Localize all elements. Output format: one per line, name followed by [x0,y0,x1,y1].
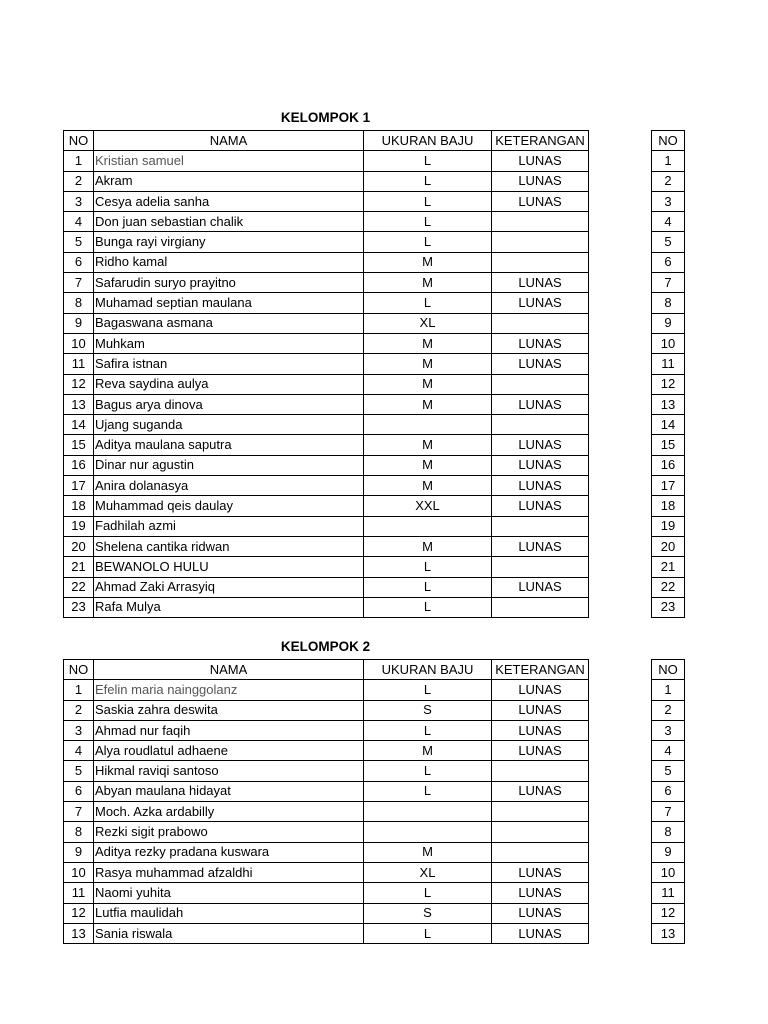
cell-no: 7 [64,273,94,293]
table-row [64,822,589,842]
cell-no: 23 [64,597,94,617]
cell-ukuran: M [364,354,492,374]
table-row [652,577,685,597]
cell-keterangan: LUNAS [492,680,589,700]
cell-no: 18 [652,496,685,516]
table-row [652,435,685,455]
cell-no: 13 [64,923,94,943]
cell-no: 9 [64,313,94,333]
table-row [64,862,589,882]
cell-ukuran: M [364,273,492,293]
cell-no: 4 [652,212,685,232]
table-row [64,842,589,862]
cell-no: 8 [652,293,685,313]
cell-ukuran [364,516,492,536]
cell-nama: Saskia zahra deswita [94,700,364,720]
cell-keterangan: LUNAS [492,435,589,455]
cell-keterangan: LUNAS [492,394,589,414]
cell-no: 2 [64,171,94,191]
group-title: KELOMPOK 1 [280,110,371,125]
cell-ukuran: M [364,394,492,414]
cell-keterangan: LUNAS [492,923,589,943]
cell-nama: Lutfia maulidah [94,903,364,923]
cell-ukuran [364,802,492,822]
cell-ukuran: L [364,232,492,252]
cell-nama: Moch. Azka ardabilly [94,802,364,822]
table-row [64,171,589,191]
cell-keterangan: LUNAS [492,536,589,556]
cell-keterangan: LUNAS [492,862,589,882]
cell-nama: BEWANOLO HULU [94,557,364,577]
table-row [652,923,685,943]
cell-keterangan: LUNAS [492,476,589,496]
cell-no: 4 [64,212,94,232]
cell-no: 12 [64,903,94,923]
cell-no: 12 [652,903,685,923]
cell-no: 8 [652,822,685,842]
cell-no: 21 [64,557,94,577]
cell-no: 3 [64,191,94,211]
cell-ukuran: M [364,476,492,496]
cell-no: 10 [64,862,94,882]
cell-nama: Muhkam [94,333,364,353]
cell-no: 11 [652,354,685,374]
table-row [64,212,589,232]
cell-nama: Reva saydina aulya [94,374,364,394]
table-row [652,293,685,313]
table-row [64,232,589,252]
cell-no: 9 [652,842,685,862]
cell-no: 4 [652,741,685,761]
side-number-table [651,130,685,618]
table-row [652,212,685,232]
cell-no: 2 [64,700,94,720]
cell-ukuran: L [364,761,492,781]
table-row [64,597,589,617]
table-row [64,333,589,353]
cell-no: 5 [64,232,94,252]
table-row [64,354,589,374]
table-row [64,700,589,720]
table-row [652,496,685,516]
cell-ukuran: M [364,435,492,455]
cell-ukuran: L [364,171,492,191]
cell-nama: Shelena cantika ridwan [94,536,364,556]
table-row [652,354,685,374]
cell-no: 2 [652,700,685,720]
column-header-no: NO [64,660,94,680]
cell-no: 14 [652,415,685,435]
cell-no: 6 [64,252,94,272]
cell-no: 23 [652,597,685,617]
cell-no: 8 [64,293,94,313]
cell-keterangan [492,516,589,536]
table-row [64,883,589,903]
cell-nama: Muhammad qeis daulay [94,496,364,516]
group-title: KELOMPOK 2 [280,639,371,654]
cell-ukuran: L [364,151,492,171]
cell-no: 10 [64,333,94,353]
cell-no: 7 [64,802,94,822]
header-row [652,660,685,680]
table-row [652,557,685,577]
cell-keterangan [492,313,589,333]
cell-no: 9 [64,842,94,862]
cell-ukuran: M [364,842,492,862]
table-row [652,374,685,394]
cell-ukuran: L [364,557,492,577]
cell-keterangan: LUNAS [492,191,589,211]
cell-keterangan [492,415,589,435]
cell-ukuran: M [364,333,492,353]
table-row [64,394,589,414]
cell-ukuran: L [364,781,492,801]
table-row [652,597,685,617]
cell-no: 14 [64,415,94,435]
cell-nama: Efelin maria nainggolanz [94,680,364,700]
cell-ukuran: L [364,720,492,740]
cell-nama: Cesya adelia sanha [94,191,364,211]
cell-no: 6 [652,781,685,801]
cell-keterangan: LUNAS [492,171,589,191]
column-header-nama: NAMA [94,660,364,680]
table-row [652,883,685,903]
cell-keterangan [492,252,589,272]
table-row [652,333,685,353]
cell-no: 22 [64,577,94,597]
cell-keterangan: LUNAS [492,151,589,171]
cell-no: 16 [64,455,94,475]
cell-keterangan: LUNAS [492,273,589,293]
cell-keterangan: LUNAS [492,293,589,313]
table-row [652,476,685,496]
cell-nama: Alya roudlatul adhaene [94,741,364,761]
cell-keterangan: LUNAS [492,354,589,374]
cell-keterangan [492,802,589,822]
cell-nama: Fadhilah azmi [94,516,364,536]
table-row [64,313,589,333]
cell-no: 8 [64,822,94,842]
cell-no: 16 [652,455,685,475]
cell-no: 20 [652,536,685,556]
table-row [64,577,589,597]
cell-no: 15 [652,435,685,455]
cell-nama: Dinar nur agustin [94,455,364,475]
cell-nama: Don juan sebastian chalik [94,212,364,232]
cell-keterangan: LUNAS [492,496,589,516]
cell-nama: Aditya rezky pradana kuswara [94,842,364,862]
cell-no: 2 [652,171,685,191]
table-row [64,374,589,394]
cell-ukuran: S [364,700,492,720]
side-number-table [651,659,685,944]
cell-no: 17 [64,476,94,496]
cell-no: 19 [64,516,94,536]
cell-ukuran: XXL [364,496,492,516]
cell-nama: Safarudin suryo prayitno [94,273,364,293]
cell-nama: Kristian samuel [94,151,364,171]
cell-ukuran: M [364,741,492,761]
table-row [64,741,589,761]
table-row [64,557,589,577]
table-row [64,476,589,496]
cell-no: 20 [64,536,94,556]
cell-keterangan: LUNAS [492,781,589,801]
cell-nama: Ahmad Zaki Arrasyiq [94,577,364,597]
cell-nama: Rasya muhammad afzaldhi [94,862,364,882]
cell-keterangan [492,597,589,617]
cell-no: 13 [652,394,685,414]
column-header-keterangan: KETERANGAN [492,131,589,151]
cell-nama: Muhamad septian maulana [94,293,364,313]
cell-nama: Rafa Mulya [94,597,364,617]
cell-keterangan [492,842,589,862]
cell-no: 1 [64,151,94,171]
cell-ukuran: L [364,597,492,617]
cell-no: 7 [652,273,685,293]
table-row [652,232,685,252]
table-row [652,415,685,435]
table-row [64,923,589,943]
header-row [64,660,589,680]
table-row [652,680,685,700]
table-row [652,273,685,293]
table-row [64,455,589,475]
cell-no: 4 [64,741,94,761]
table-row [652,781,685,801]
cell-nama: Naomi yuhita [94,883,364,903]
column-header-nama: NAMA [94,131,364,151]
column-header-keterangan: KETERANGAN [492,660,589,680]
cell-nama: Abyan maulana hidayat [94,781,364,801]
table-row [652,741,685,761]
table-row [652,536,685,556]
cell-nama: Ridho kamal [94,252,364,272]
cell-keterangan: LUNAS [492,455,589,475]
cell-no: 3 [652,191,685,211]
table-row [652,252,685,272]
cell-no: 17 [652,476,685,496]
cell-no: 11 [652,883,685,903]
member-table [63,130,589,618]
cell-ukuran: L [364,293,492,313]
cell-keterangan [492,557,589,577]
table-row [652,394,685,414]
cell-keterangan [492,761,589,781]
cell-nama: Ahmad nur faqih [94,720,364,740]
cell-ukuran [364,415,492,435]
table-row [652,842,685,862]
cell-nama: Bagus arya dinova [94,394,364,414]
cell-nama: Akram [94,171,364,191]
cell-nama: Rezki sigit prabowo [94,822,364,842]
table-row [64,680,589,700]
cell-no: 22 [652,577,685,597]
table-row [652,822,685,842]
cell-keterangan: LUNAS [492,577,589,597]
cell-ukuran: S [364,903,492,923]
table-row [64,781,589,801]
table-row [652,151,685,171]
cell-nama: Safira istnan [94,354,364,374]
cell-no: 10 [652,333,685,353]
cell-no: 1 [64,680,94,700]
table-row [652,862,685,882]
cell-nama: Ujang suganda [94,415,364,435]
cell-nama: Aditya maulana saputra [94,435,364,455]
cell-no: 13 [64,394,94,414]
cell-no: 5 [652,761,685,781]
cell-keterangan [492,374,589,394]
column-header-no: NO [652,131,685,151]
column-header-ukuran: UKURAN BAJU [364,660,492,680]
cell-ukuran: M [364,374,492,394]
column-header-ukuran: UKURAN BAJU [364,131,492,151]
table-row [64,293,589,313]
cell-ukuran: XL [364,313,492,333]
table-row [652,455,685,475]
cell-no: 11 [64,883,94,903]
table-row [64,191,589,211]
cell-ukuran: XL [364,862,492,882]
cell-keterangan [492,232,589,252]
cell-no: 15 [64,435,94,455]
table-row [64,802,589,822]
cell-keterangan [492,822,589,842]
cell-no: 5 [652,232,685,252]
table-row [652,700,685,720]
cell-no: 10 [652,862,685,882]
table-row [652,313,685,333]
cell-no: 18 [64,496,94,516]
cell-keterangan: LUNAS [492,700,589,720]
cell-no: 19 [652,516,685,536]
cell-no: 3 [652,720,685,740]
cell-no: 11 [64,354,94,374]
cell-no: 6 [652,252,685,272]
cell-no: 5 [64,761,94,781]
cell-ukuran: L [364,191,492,211]
cell-ukuran: M [364,455,492,475]
table-row [652,903,685,923]
cell-no: 3 [64,720,94,740]
table-row [64,536,589,556]
table-row [64,415,589,435]
cell-ukuran: L [364,883,492,903]
cell-keterangan: LUNAS [492,333,589,353]
column-header-no: NO [64,131,94,151]
cell-nama: Sania riswala [94,923,364,943]
table-row [64,151,589,171]
cell-ukuran: M [364,536,492,556]
table-row [652,171,685,191]
cell-no: 1 [652,680,685,700]
cell-no: 6 [64,781,94,801]
cell-ukuran: L [364,923,492,943]
table-row [64,496,589,516]
table-row [64,516,589,536]
table-row [64,252,589,272]
cell-ukuran: L [364,577,492,597]
cell-nama: Bagaswana asmana [94,313,364,333]
cell-keterangan: LUNAS [492,741,589,761]
cell-no: 1 [652,151,685,171]
member-table [63,659,589,944]
cell-ukuran [364,822,492,842]
column-header-no: NO [652,660,685,680]
cell-keterangan [492,212,589,232]
table-row [64,273,589,293]
cell-keterangan: LUNAS [492,903,589,923]
cell-ukuran: L [364,212,492,232]
cell-keterangan: LUNAS [492,883,589,903]
header-row [64,131,589,151]
table-row [64,761,589,781]
table-row [64,903,589,923]
cell-no: 13 [652,923,685,943]
cell-nama: Anira dolanasya [94,476,364,496]
table-row [64,435,589,455]
cell-no: 9 [652,313,685,333]
cell-no: 12 [64,374,94,394]
cell-no: 21 [652,557,685,577]
cell-no: 7 [652,802,685,822]
cell-nama: Bunga rayi virgiany [94,232,364,252]
table-row [652,516,685,536]
table-row [64,720,589,740]
table-row [652,191,685,211]
header-row [652,131,685,151]
cell-no: 12 [652,374,685,394]
cell-keterangan: LUNAS [492,720,589,740]
cell-ukuran: M [364,252,492,272]
table-row [652,761,685,781]
cell-nama: Hikmal raviqi santoso [94,761,364,781]
table-row [652,802,685,822]
table-row [652,720,685,740]
cell-ukuran: L [364,680,492,700]
